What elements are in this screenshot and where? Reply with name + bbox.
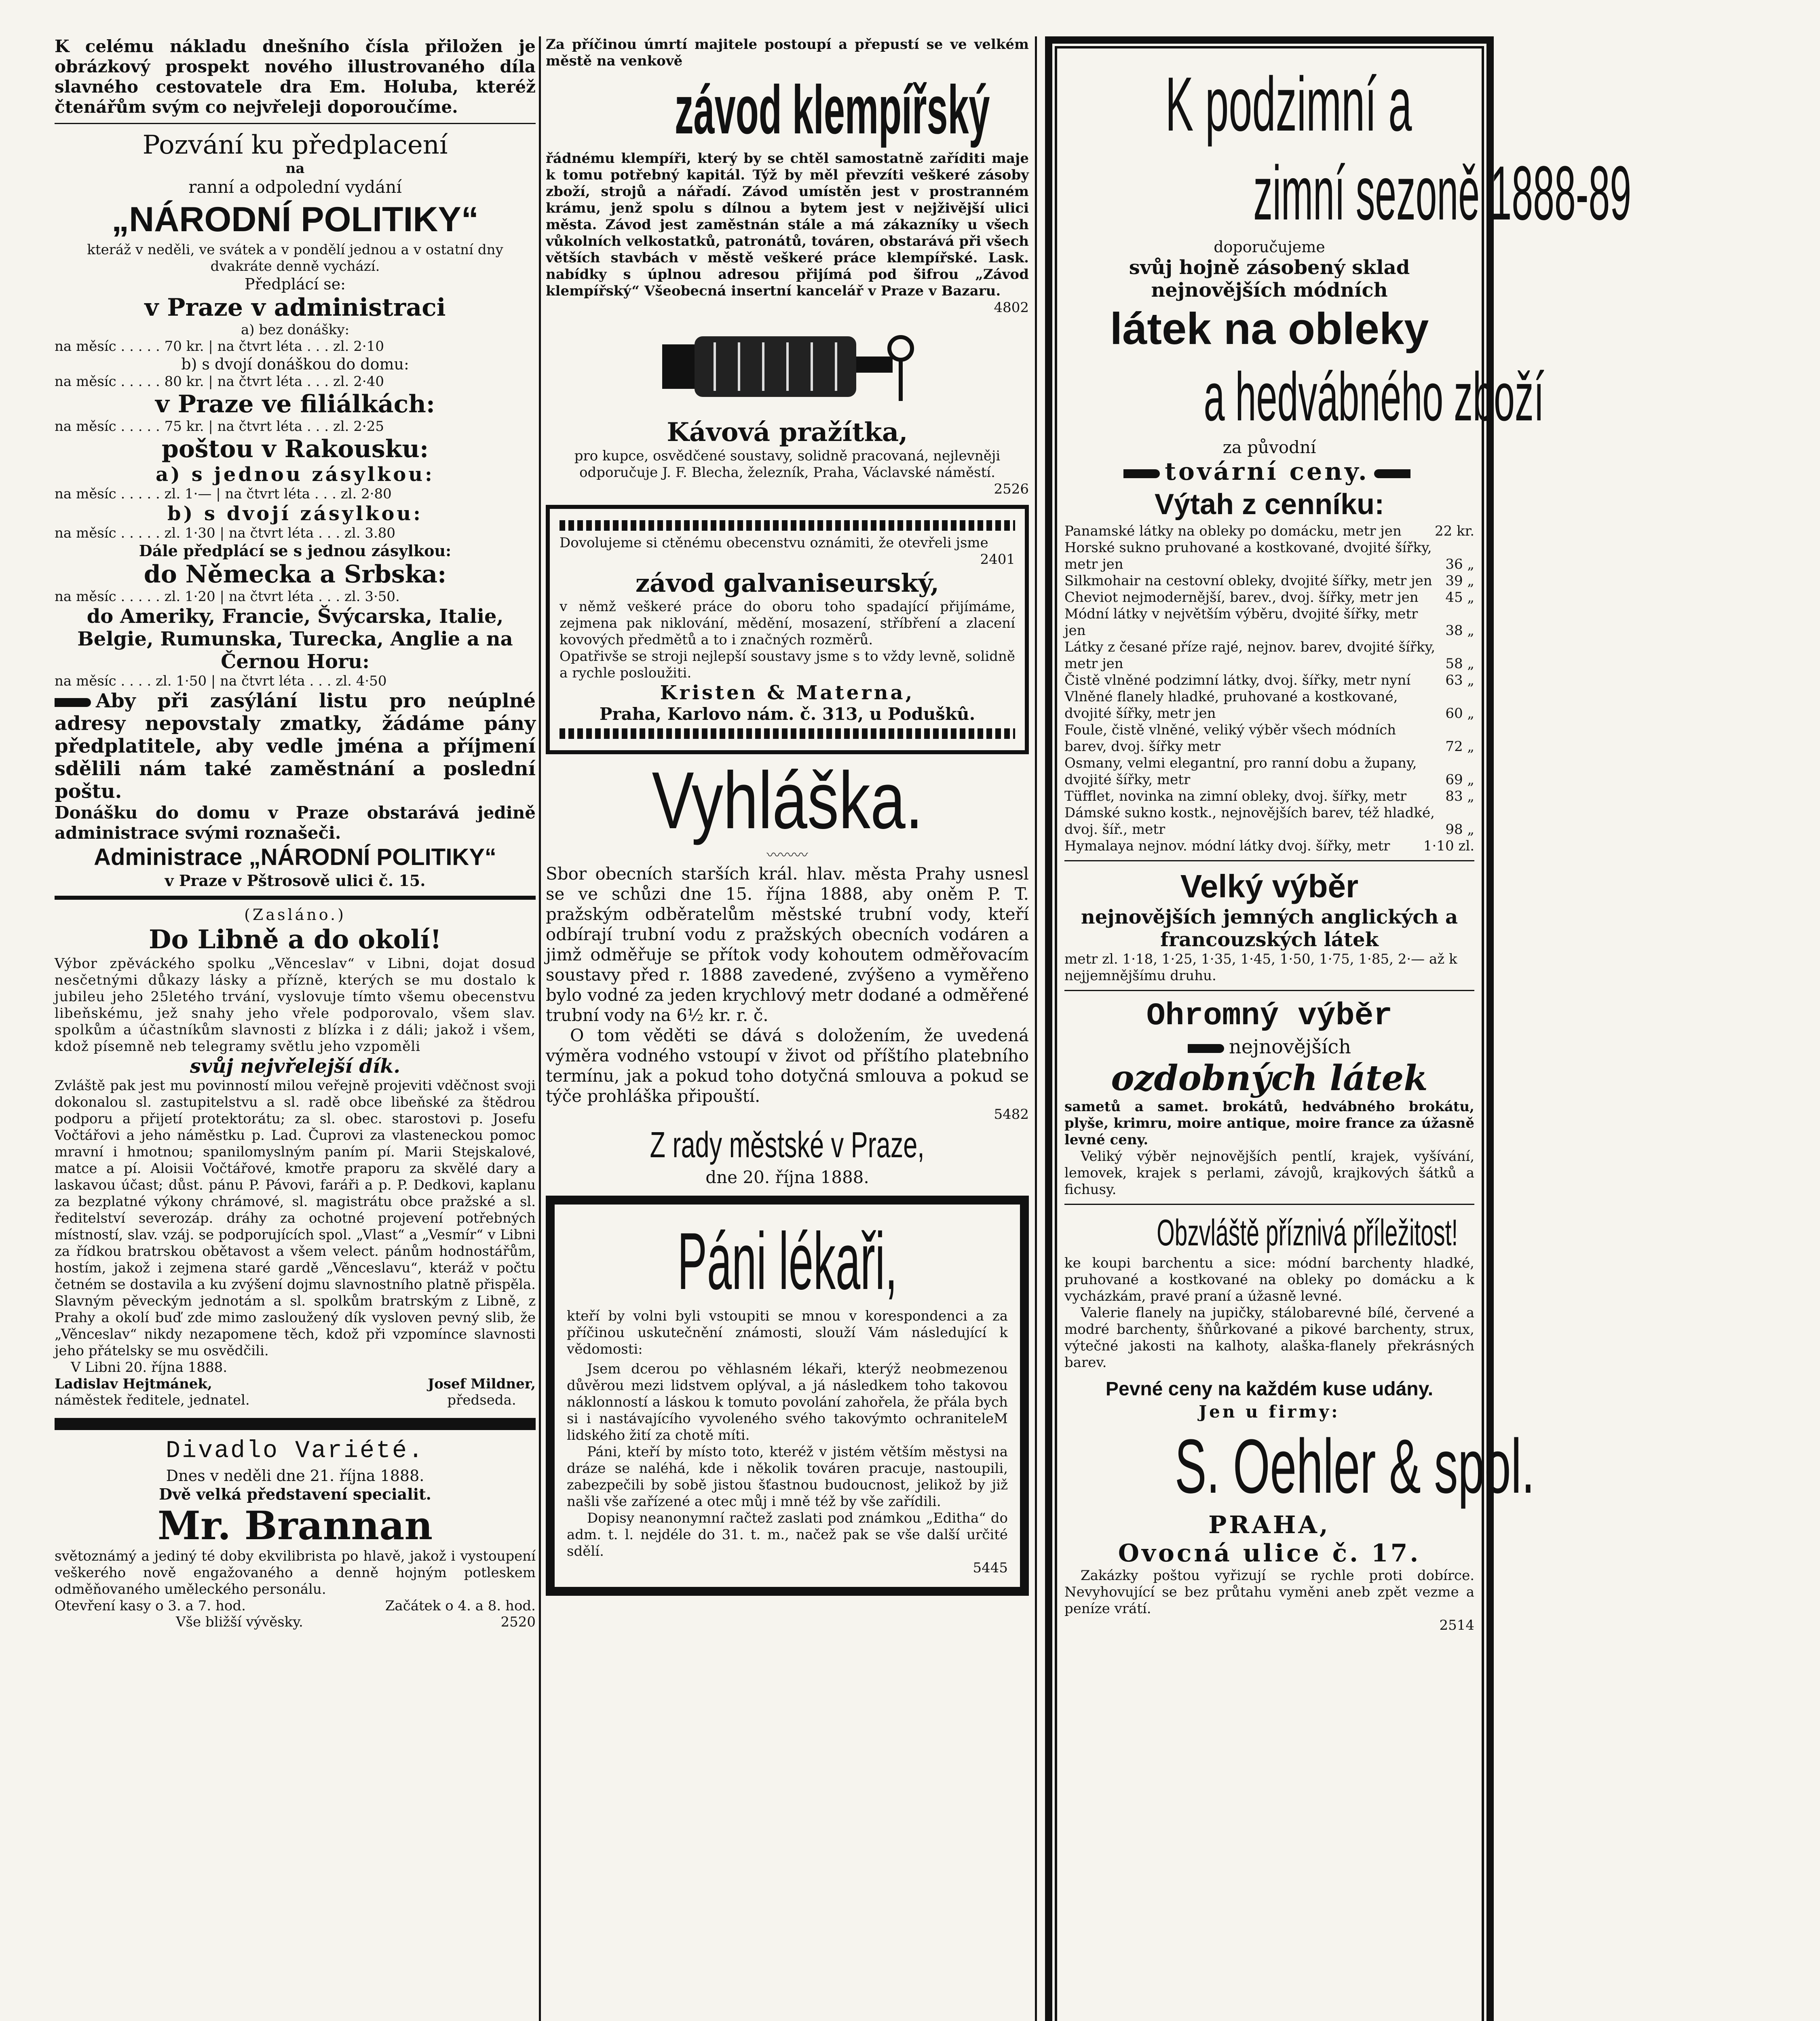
vyhl-date: dne 20. října 1888. <box>705 1167 869 1187</box>
price-item-value: 45 „ <box>1445 589 1474 605</box>
galv-body: Opatřivše se stroji nejlepší soustavy jsme s to vždy levně, solidně a rychle posloužiti. <box>560 648 1015 681</box>
column-left <box>55 36 536 2021</box>
price-item-value: 98 „ <box>1445 821 1474 838</box>
oehler-hedvab-wrap <box>1064 357 1544 437</box>
galv-title: závod galvaniseurský, <box>635 568 940 598</box>
price-row <box>1064 722 1474 755</box>
vyhl-from: Z rady městské v Praze, <box>650 1125 925 1165</box>
zaslano-label: (Zasláno.) <box>244 906 346 924</box>
lek-title-wrap <box>567 1215 1008 1308</box>
divadlo-desc: světoznámý a jediný té doby ekvilibrista po hlavě, jakož i vystoupení veškerého nově engažovaného a denně hojným potleskem odměňovaného uměleckého personálu. <box>55 1548 536 1597</box>
admin-address: v Praze v Pštrosově ulici č. 15. <box>165 871 426 890</box>
ad-code: 2520 <box>500 1614 536 1630</box>
oehler-firm-wrap <box>1064 1422 1535 1511</box>
rate-line: na měsíc . . . . . 70 kr. | na čtvrt léta . . . zl. 2·10 <box>55 338 384 354</box>
ad-code: 4802 <box>994 300 1029 316</box>
signature-role: náměstek ředitele, jednatel. <box>55 1392 250 1408</box>
oehler-street: Ovocná ulice č. 17. <box>1118 1539 1421 1567</box>
liben-title: Do Libně a do okolí! <box>149 924 441 955</box>
oehler-latky: látek na obleky <box>1110 304 1429 354</box>
pointing-hand-icon <box>1188 1044 1224 1053</box>
signature-role: předseda. <box>447 1392 516 1408</box>
paper-name: „NÁRODNÍ POLITIKY“ <box>112 200 479 239</box>
oehler-hedvab: a hedvábného zboží <box>1203 359 1544 435</box>
divadlo-special: Dvě velká představení specialit. <box>159 1485 431 1503</box>
price-item-name: Foule, čistě vlněné, veliký výběr všech módních barev, dvoj. šířky metr <box>1064 722 1396 755</box>
america-label: do Ameriky, Francie, Švýcarska, Italie, Belgie, Rumunska, Turecka, Anglie a na Černou Horu: <box>77 605 513 673</box>
price-row <box>1064 639 1474 672</box>
address-note-text: Aby při zasýlání listu pro neúplné adresy nepovstaly zmatky, žádáme pány předplatitele, aby vedle jména a příjmení sdělili nám také zaměstnání a poslední poštu. <box>55 690 536 803</box>
liben-text: Výbor zpěváckého spolku „Věnceslav“ v Libni, dojat dosud nesčetnými důkazy lásky a přízně, kterých se mu dostalo k jubileu jeho 25letého trvání, vyslovuje tímto všemu obecenstvu libeňskému, jež snahy jeho vřele podporovalo, všem slav. spolkům a účastníkům slavnosti z blízka i z dáli; jakož i všem, kdož písemně neb telegramy světlu jeho vzpoměli <box>55 956 536 1055</box>
oehler-obzl-wrap <box>1064 1211 1474 1255</box>
price-list <box>1064 523 1474 854</box>
germany-label: do Německa a Srbska: <box>144 560 447 589</box>
signature-right <box>428 1376 536 1408</box>
divider <box>1064 1204 1474 1205</box>
oehler-firm: S. Oehler & spol. <box>1174 1424 1535 1509</box>
divadlo-hours <box>55 1598 536 1614</box>
rate-b-label: b) s dvojí donáškou do domu: <box>181 355 409 373</box>
signature-name: Josef Mildner, <box>428 1376 536 1392</box>
oehler-nejnov-text: nejnovějších <box>1229 1036 1351 1058</box>
oehler-obzl-body: Valerie flanely na jupičky, stálobarevné bílé, červené a modré barchenty, šňůrkované a pikové barchenty, strux, výtečné jakosti na kalhoty, alaška-flanely překrásných barev. <box>1064 1305 1474 1371</box>
divadlo-hours-right: Začátek o 4. a 8. hod. <box>385 1598 536 1614</box>
divider <box>1064 860 1474 861</box>
oehler-ozdob-body: Veliký výběr nejnovějších pentlí, krajek, vyšívání, lemovek, krajek s perlami, závojů, krajkových šátků a fichusy. <box>1064 1148 1474 1198</box>
ad-code: 5482 <box>994 1106 1029 1122</box>
oehler-stock: svůj hojně zásobený sklad nejnovějších módních <box>1129 256 1410 302</box>
price-item-value: 22 kr. <box>1435 523 1474 539</box>
rate-a-label: a) bez donášky: <box>241 322 350 338</box>
oehler-nejnov <box>1064 1036 1474 1058</box>
liben-date: V Libni 20. října 1888. <box>71 1359 228 1375</box>
ad-code: 2526 <box>994 481 1029 497</box>
price-item-name: Dámské sukno kostk., nejnovějších barev, též hladké, dvoj. šíř., metr <box>1064 805 1435 838</box>
prepay-label: Předplácí se: <box>245 275 346 293</box>
oehler-title2: zimní sezoně 1888-89 <box>1253 150 1632 236</box>
paper-desc: kteráž v neděli, ve svátek a v pondělí jednou a v ostatní dny dvakráte denně vychází. <box>87 242 503 274</box>
price-item-name: Horské sukno pruhované a kostkované, dvojité šířky, metr jen <box>1064 540 1432 572</box>
lek-body: kteří by volni byli vstoupiti se mnou v korespondenci a za příčinou uskutečnění známosti, slouží Vám následující k vědomosti: <box>567 1308 1008 1357</box>
divadlo-hours-left: Otevření kasy o 3. a 7. hod. <box>55 1598 246 1614</box>
galv-body: v němž veškeré práce do oboru toho spadající přijímáme, zejmena pak niklování, mědění, mosazení, stříbření a zlacení kovových předmětů a to i značných rozměrů. <box>560 599 1015 648</box>
price-row <box>1064 573 1474 589</box>
kava-title: Kávová pražítka, <box>667 417 908 447</box>
price-row <box>1064 589 1474 606</box>
invite-sub: ranní a odpolední vydání <box>188 177 402 197</box>
price-item-value: 39 „ <box>1445 573 1474 589</box>
price-row <box>1064 689 1474 722</box>
price-item-value: 63 „ <box>1445 672 1474 688</box>
galv-ad-box <box>546 505 1029 754</box>
divider <box>55 896 536 900</box>
klemp-intro: Za příčinou úmrtí majitele postoupí a přepustí se ve velkém městě na venkově <box>546 36 1029 69</box>
rate-line: na měsíc . . . . . zl. 1·30 | na čtvrt léta . . . zl. 3.80 <box>55 525 396 541</box>
oehler-obzl: Obzvláště příznivá příležitost! <box>1157 1212 1458 1253</box>
price-row <box>1064 838 1474 854</box>
divadlo-star: Mr. Brannan <box>157 1503 433 1548</box>
rate-double-label: b) s dvojí zásylkou: <box>167 502 423 525</box>
rate-single-label: a) s jednou zásylkou: <box>156 463 435 486</box>
lek-body: Dopisy neanonymní račtež zaslati pod známkou „Editha“ do adm. t. l. nejdéle do 31. t. m., načež pak se vše další určité sdělí. <box>567 1510 1008 1559</box>
rate-line: na měsíc . . . . . 75 kr. | na čtvrt léta . . . zl. 2·25 <box>55 418 384 435</box>
price-item-name: Látky z česané příze rajé, nejnov. barev, dvojité šířky, metr jen <box>1064 639 1436 672</box>
divadlo-date: Dnes v neděli dne 21. října 1888. <box>166 1467 424 1485</box>
vyhl-body: Sbor obecních starších král. hlav. města Prahy usnesl se ve schůzi dne 15. října 1888, aby oněm P. T. pražským odběratelům městské trubní vody, kteří odbírají trubní vodu z pražských obecních vodáren a jimž odměřuje se přítok vody kohoutem odměřovacím soustavy před r. 1888 zavedené, zvýšeno a vyměřeno bylo vodné za jeden krychlový metr dodané a odměřené trubní vody na 6½ kr. r. č. <box>546 864 1029 1025</box>
ornament-bar <box>560 728 1015 739</box>
invite-title: Pozvání ku předplacení <box>142 130 448 160</box>
wave-ornament: 〰〰〰 <box>766 847 808 863</box>
rate-line: na měsíc . . . . . zl. 1·20 | na čtvrt léta . . . zl. 3·50. <box>55 589 400 605</box>
klemp-title: závod klempířský <box>674 72 990 148</box>
price-row <box>1064 672 1474 689</box>
price-row <box>1064 755 1474 788</box>
oehler-velky-prices: metr zl. 1·18, 1·25, 1·35, 1·45, 1·50, 1·75, 1·85, 2·— až k nejjemnějšímu druhu. <box>1064 951 1457 984</box>
divider <box>55 1418 536 1430</box>
price-row <box>1064 788 1474 805</box>
invite-na: na <box>285 160 305 177</box>
price-item-name: Cheviot nejmodernější, barev., dvoj. šířky, metr jen <box>1064 589 1419 605</box>
oehler-ohromny: Ohromný výběr <box>1146 998 1393 1034</box>
address-note <box>55 690 536 803</box>
price-item-name: Osmany, velmi elegantní, pro ranní dobu a župany, dvojité šířky, metr <box>1064 755 1417 788</box>
oehler-tovarni <box>1064 458 1474 486</box>
lek-body: Jsem dcerou po věhlasném lékaři, kterýž neobmezenou důvěrou mezi lidstvem oplýval, a já následkem toho takovou náklonností a láskou k tomuto povolání zahořela, že přála bych si i nastávajícího vyvoleného svého takovýmto ochraniteleM lidského žití za chotě míti. <box>567 1361 1008 1443</box>
oehler-velky: Velký výběr <box>1180 868 1359 904</box>
divadlo-footer <box>55 1614 536 1630</box>
galv-intro: Dovolujeme si ctěnému obecenstvu oznámiti, že otevřeli jsme <box>560 535 988 551</box>
divider <box>1064 990 1474 991</box>
galv-address: Praha, Karlovo nám. č. 313, u Poduškû. <box>599 704 975 724</box>
price-item-value: 38 „ <box>1445 622 1474 639</box>
pointing-hand-icon <box>1374 469 1410 478</box>
price-item-value: 83 „ <box>1445 788 1474 804</box>
oehler-title2-wrap <box>1064 149 1632 238</box>
price-row <box>1064 523 1474 540</box>
admin-name: Administrace „NÁRODNÍ POLITIKY“ <box>94 844 496 870</box>
klemp-title-wrap <box>546 70 1029 150</box>
price-item-value: 60 „ <box>1445 705 1474 721</box>
oehler-orders: Zakázky poštou vyřizují se rychle proti dobírce. Nevyhovující se bez průtahu vyměni aneb zpět vezme a peníze vrátí. <box>1064 1567 1474 1617</box>
price-item-value: 1·10 zl. <box>1423 838 1474 854</box>
delivery-note: Donášku do domu v Praze obstarává jedině administrace svými roznašeči. <box>55 803 536 843</box>
holub-notice: K celému nákladu dnešního čísla přiložen je obrázkový prospekt nového illustrovaného díla slavného cestovatele dra Em. Holuba, kteréž čtenářům svým co nejvřeleji doporoučíme. <box>55 36 536 117</box>
kava-body: pro kupce, osvědčené soustavy, solidně pracovaná, nejlevněji odporučuje J. F. Blecha, železník, Praha, Václavské náměstí. <box>574 448 1001 481</box>
ad-code: 5445 <box>973 1560 1008 1576</box>
oehler-ozdob: ozdobných látek <box>1111 1058 1428 1099</box>
vyhl-title-wrap <box>546 754 1029 847</box>
oehler-city: PRAHA, <box>1208 1511 1330 1539</box>
ad-code: 2514 <box>1439 1617 1474 1633</box>
lek-ad-box <box>546 1196 1029 1596</box>
signature-left <box>55 1376 250 1408</box>
price-row <box>1064 606 1474 639</box>
price-item-value: 36 „ <box>1445 556 1474 572</box>
column-right <box>1045 36 1632 2021</box>
vyhl-from-wrap <box>546 1123 1029 1167</box>
divadlo-title: Divadlo Variété. <box>165 1437 425 1465</box>
oehler-ozdob-body: sametů a samet. brokátů, hedvábného brokátu, plyše, krimru, moire antique, moire france za úžasně levné ceny. <box>1064 1099 1474 1148</box>
rate-line: na měsíc . . . . . zl. 1·— | na čtvrt léta . . . zl. 2·80 <box>55 486 392 502</box>
price-item-name: Módní látky v největším výběru, dvojité šířky, metr jen <box>1064 606 1418 639</box>
oehler-pevne: Pevné ceny na každém kuse udány. <box>1105 1378 1434 1400</box>
price-item-name: Silkmohair na cestovní obleky, dvojité šířky, metr jen <box>1064 573 1432 589</box>
column-rule <box>1035 36 1037 2021</box>
pointing-hand-icon <box>55 698 91 707</box>
price-item-name: Hymalaya nejnov. módní látky dvoj. šířky, metr <box>1064 838 1390 854</box>
price-item-value: 58 „ <box>1445 656 1474 672</box>
praha-admin: v Praze v administraci <box>144 293 446 322</box>
price-item-name: Vlněné flanely hladké, pruhované a kostkované, dvojité šířky, metr jen <box>1064 689 1398 721</box>
oehler-tovarni-text: tovární ceny. <box>1165 458 1369 486</box>
price-item-name: Tüfflet, novinka na zimní obleky, dvoj. šířky, metr <box>1064 788 1407 804</box>
oehler-title1: K podzimní a <box>1165 61 1412 147</box>
klemp-body: řádnému klempíři, který by se chtěl samostatně zaříditi maje k tomu potřebný kapitál. Týž by měl převzíti veškeré zásoby zboží, strojů a nářadí. Závod umístěn jest v prostranném krámu, jenž spolu s dílnou a bytem jest v nejživější ulici města. Závod jest zaměstnán stále a má zákazníky u všech vůkolních velkostatků, patronátů, továren, obstarává při všech větších stavbách v městě veškeré práce klempířské. Lask. nabídky s úplnou adresou přijímá pod šifrou „Závod klempířský“ Všeobecná insertní kancelář v Praze v Bazaru. <box>546 150 1029 299</box>
post-austria: poštou v Rakousku: <box>161 435 429 463</box>
oehler-velky-sub: nejnovějších jemných anglických a francouzských látek <box>1081 906 1458 951</box>
pointing-hand-icon <box>1123 469 1160 478</box>
price-row <box>1064 540 1474 573</box>
vyhl-title: Vyhláška. <box>652 755 923 846</box>
divadlo-more: Vše bližší vývěsky. <box>176 1614 303 1630</box>
signature-name: Ladislav Hejtmánek, <box>55 1376 212 1392</box>
liben-signatures <box>55 1376 536 1408</box>
rate-line: na měsíc . . . . . 80 kr. | na čtvrt léta . . . zl. 2·40 <box>55 373 384 390</box>
price-item-name: Čistě vlněné podzimní látky, dvoj. šířky, metr nyní <box>1064 672 1411 688</box>
galv-firm: Kristen & Materna, <box>660 681 915 704</box>
oehler-title1-wrap <box>1064 60 1474 149</box>
price-row <box>1064 805 1474 838</box>
vyhl-body: O tom věděti se dává s doložením, že uvedená výměra vodného vstoupí v život od příštího platebního termínu, jak a pokud toho dotyčná smlouva a pokud se týče prohláška připouští. <box>546 1025 1029 1106</box>
column-middle <box>546 36 1029 2021</box>
oehler-vytah: Výtah z cenníku: <box>1154 488 1385 521</box>
price-item-value: 72 „ <box>1445 738 1474 755</box>
price-item-name: Panamské látky na obleky po domácku, metr jen <box>1064 523 1402 539</box>
coffee-roaster-illustration <box>658 320 917 413</box>
oehler-recommend: doporučujeme <box>1214 238 1325 256</box>
liben-thanks: svůj nejvřelejší dík. <box>190 1055 401 1078</box>
coffee-roaster-image <box>546 316 1029 417</box>
ornament-bar <box>560 520 1015 531</box>
rate-line: na měsíc . . . . zl. 1·50 | na čtvrt léta . . . zl. 4·50 <box>55 673 387 689</box>
price-item-value: 69 „ <box>1445 772 1474 788</box>
oehler-za-puvodni: za původní <box>1222 437 1316 457</box>
oehler-jen-u: Jen u firmy: <box>1199 1402 1340 1422</box>
column-rule <box>539 36 541 2021</box>
divider <box>55 123 536 124</box>
liben-text: Zvláště pak jest mu povinností milou veřejně projeviti vděčnost svoji dokonalou sl. zastupitelstvu a sl. radě obce libeňské za štědrou podporu a přijetí protektorátu; za sl. obec. starostovi p. Josefu Vočtářovi a jeho náměstku p. Lad. Čuprovi za vlasteneckou pomoc mravní i hmotnou; spanilomyslným paním pí. Marii Stejskalové, matce a pí. Aloisii Vočtářové, kmotře praporu za skvělé dary a laskavou účast; důst. pánu P. Pávovi, faráři a p. P. Dedkovi, kaplanu za bezplatné výkony chrámové, sl. magistrátu obce pražské a sl. ředitelství severozáp. dráhy za ochotné projevení potřebných místností, slav. vzáj. se podporujících spol. „Vlast“ a „Vesmír“ v Libni za řídkou bratrskou obětavost a všem velect. pánům hodnostářům, hostím, jakož i zejmena staré gardě „Věnceslavu“, kteráž v počtu četném se dostavila a ku zvýšení dojmu slavnostního platně přispěla. Slavným pěveckým jednotám a sl. spolkům bratrským z Libně, z Prahy a okolí buď zde mimo zasloužený dík vysloven pevný slib, že „Věnceslav“ nikdy nezapomene těch, kdož při vzpomínce slavnosti jeho přátelsky se mu osvědčili. <box>55 1078 536 1359</box>
lek-body: Páni, kteří by místo toto, kteréž v jistém větším městysi na dráze se naléhá, kde i několik továren pracuje, nastoupili, zabezpečili by sobě jistou šťastnou budoucnost, jelikož by již našli vše zařízené a otec můj i mně též by vše zařídili. <box>567 1444 1008 1510</box>
further-label: Dále předplácí se s jednou zásylkou: <box>139 542 452 560</box>
lek-title: Páni lékaři, <box>677 1216 897 1306</box>
oehler-ad-box <box>1045 36 1632 2021</box>
praha-filial: v Praze ve filiálkách: <box>155 390 435 418</box>
ad-code: 2401 <box>980 551 1015 567</box>
oehler-obzl-body: ke koupi barchentu a sice: módní barchenty hladké, pruhované a kostkované na obleky po domácku a k vycházkám, pravé praní a úžasně levné. <box>1064 1255 1474 1304</box>
